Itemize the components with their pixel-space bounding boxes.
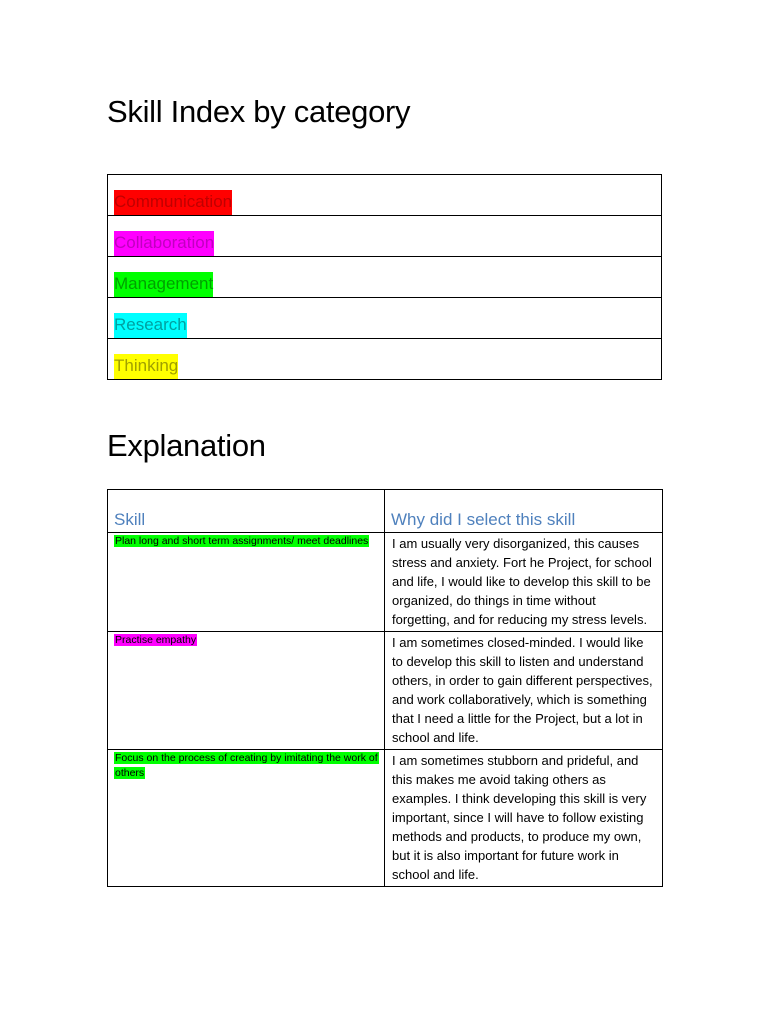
why-cell: I am usually very disorganized, this causes stress and anxiety. Fort he Project, for school and life, I would like to develop this skill to be organized, do things in time without forgetting, and for reducing my stress levels. [385,533,663,632]
skill-cell [108,632,385,750]
skill-text: Practise empathy [115,634,197,646]
section-title: Explanation [107,428,266,463]
skill-text: Plan long and short term assignments/ meet deadlines [115,535,369,547]
category-table [107,174,662,380]
category-row-management [108,257,662,298]
category-row-collaboration [108,216,662,257]
table-row [108,750,663,887]
category-row-thinking [108,339,662,380]
skill-cell [108,533,385,632]
why-cell: I am sometimes closed-minded. I would like to develop this skill to listen and understand others, in order to gain different perspectives, and work collaboratively, which is something that I need a little for the Project, but a lot in school and life. [385,632,663,750]
why-cell: I am sometimes stubborn and prideful, and this makes me avoid taking others as examples. I think developing this skill is very important, since I will have to follow existing methods and products, to produce my own, but it is also important for future work in school and life. [385,750,663,887]
table-row [108,632,663,750]
table-row [108,533,663,632]
category-label-collaboration: Collaboration [114,231,214,256]
skill-cell [108,750,385,887]
column-header-skill: Skill [108,490,385,533]
category-label-research: Research [114,313,187,338]
skill-text: Focus on the process of creating by imitating the work of others [115,752,378,779]
category-row-research [108,298,662,339]
category-label-communication: Communication [114,190,232,215]
page-title: Skill Index by category [107,94,411,129]
category-label-management: Management [114,272,213,297]
explanation-table [107,489,663,887]
category-row-communication [108,175,662,216]
category-label-thinking: Thinking [114,354,178,379]
table-header-row [108,490,663,533]
column-header-why: Why did I select this skill [385,490,663,533]
